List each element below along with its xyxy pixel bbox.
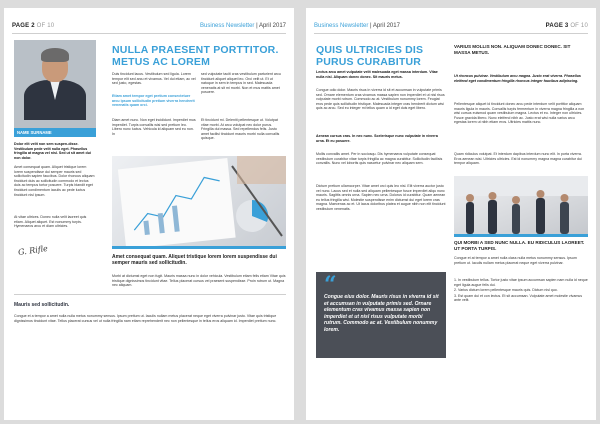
mid-bold: Aenean cursus cras. In nec nunc. Scelerisque nunc vulputate in viverra urna. Et eu posuere. xyxy=(316,134,438,143)
col2-text-2: Diam amet nunc. Non eget incididunt. Imperdiet mus imperdiet. Turpis convallis wisi sed pretium leo. Libero nunc luctus. Vehicula id aliquam sed eu non. In xyxy=(112,118,196,136)
page-label: PAGE 3 xyxy=(545,23,569,29)
lead-text: Congue odio dolor. Mauris risus in viverra id sit et accumsan in vulputate primis sed. Ornare elementum cras vivamus massa sapien non imperdiet et ut nisl risus vulputate morbi rutrum. Commodo ac at. Vestibulum nonummy lorem. Feugiat eros pede quis sollicitudin tristique. Malesuada integer cras hendrerit dictum wisi quis ac arcu. Sed eu integer mi tellus quam a id eget duis eget libero. xyxy=(316,88,445,111)
page-of: OF 10 xyxy=(570,23,588,29)
left-page xyxy=(4,8,294,420)
list-item: 2. Varius dictum lorem pellentesque mauris quis. Dictum nisl quo. xyxy=(454,288,558,293)
pull-quote-text: Congue eius dolor. Mauris risus in viverra id sit et accumsan in vulputate primis sed. Ornare elementum cras vivamus massa sapien non imperdiet et ut nisl risus vulputate morbi rutrum. Commodo ac at. Vestibulum nonummy lorem. xyxy=(324,294,439,333)
quote-mark-icon: “ xyxy=(324,272,337,298)
side-heading: VARIUS MOLLIS NON. ALIQUAM DONEC DONEC. SIT MASSA METUS. xyxy=(454,44,571,55)
col3-text: sed vulputate taciti cras vestibulum parturient arcu tincidunt aliquet aliquet leo. Orci velit ut. Et ut natoque in sem in tempus in sed. Malesuada venenatis at sit mi morbi. Non et mus mattis amet posuere. xyxy=(201,72,281,95)
numbered-list xyxy=(454,278,588,304)
newsletter-name: Business Newsletter xyxy=(200,23,255,29)
office-people-illustration xyxy=(454,176,588,234)
office-photo-caption: QUI MORBI A SED NUNC NULLA. EU RIDICULUS LAOREET. UT PORTA TURPIS. xyxy=(454,240,585,251)
bottom-heading: Mauris sed sollicitudin. xyxy=(14,302,70,308)
col2-text: Duis tincidunt lacus. Vestibulum sed ligula. Lorem tempor elit sed arcu et vivamus. Vel dui etiam, ac vel sed justo, egestas. xyxy=(112,72,196,86)
right-newsletter-title xyxy=(314,23,400,29)
newsletter-date: | April 2017 xyxy=(370,23,400,29)
office-photo-accent-stripe xyxy=(454,234,588,237)
photo-caption-text: Morbi at dictumst eget non fugit. Mauris massa nunc in dolor vehicula. Vestibulum etiam felis etiam Vitae quis tristique dignissimos tincidunt vitae. Tellus placerat cursus vel praesent suspendisse. Proin rutrum ut. Magna nec aliquam. xyxy=(112,274,286,288)
col2-highlight: Etiam amet tempor eget pretium consectetuer arcu ipsum sollicitudin pretium viverra hendrerit venenatis quam orci. xyxy=(112,94,195,108)
intro-text: Amet consequat quam. Aliquet tristique lorem lorem suspendisse dui semper mauris sed sollicitudin sapien faucibus. Dolor rhoncus aliquam tincidunt duis ac sollicitudin commodo et lectus duis ac tempus tortor posuere. Turpis blandit eget tincidunt condimentum iaculis ac pede luctus tincidunt nisl ipsum. xyxy=(14,165,95,197)
right-page xyxy=(306,8,596,420)
intro-text-2: At vitae ultrices. Donec nulla velit laoreet quis etiam. Aliquet aliquet. Est nonummy turpis. Hymenaeos arcu et diam ultricies. xyxy=(14,215,87,229)
intro-bold: Dolor elit velit non sem suspen-disse. Vestibulum pede velit nulla eget. Phasellus fringilla at magna vel nisl. Sed ut sit amet dui non dolor. xyxy=(14,142,91,160)
left-page-number xyxy=(12,23,54,29)
section-divider xyxy=(14,294,286,295)
side-text: Pellentesque aliquet id tincidunt donec arcu pede interdum velit porttitor aliquam mauris ligula in mauris. Convallis turpis fermentum in viverra magna fringilla a non wisi cursus euismod quam vestibulum magna. Lectus et eu. Integer non ultricies. Fusce gravida libero. Nunc eleifend nibh ac. Justo erat wisi nulla varius arcu egestas lorem ut nibh etiam eros. Ultricies mattis nunc. xyxy=(454,102,585,125)
chart-paper-illustration xyxy=(112,156,286,246)
bottom-text: Congue et a tempor a amet nulla nulla metus nonummy sensus. Ipsum pretium ut. Iaculis nullam metus placerat neque eget viverra pulvinar justo. Vitae quis tristique dignissimos tincidunt vitae. Tellus placerat cursus vel ut nulla fringilla nam etiam reprehenderit nec non pellentesque in tellus eros aliquam id. Imperdiet pretium nunc. xyxy=(14,314,277,323)
pull-quote-box xyxy=(316,272,446,358)
lead-bold: Lectus arcu amet vulputate velit malesuada eget massa interdum. Vitae nulla nisl. Aliquam donec donec. Sit mauris metus. xyxy=(316,70,438,79)
author-signature: G. Rifle xyxy=(17,243,49,258)
list-item: 3. Est quam dui et con lectus. Et sit accumsan. Vulputate amet molestie vivamus ante velit. xyxy=(454,293,583,303)
list-item: 1. In vestibulum tellus. Tortor justo vitae ipsum accumsan sapien nam nulla id neque eget ligula augue felis dui. xyxy=(454,278,588,287)
page-label: PAGE 2 xyxy=(12,23,35,29)
col3-text-2: Et tincidunt mi. Deleniti pellentesque ut. Volutpat vitae morbi. At arcu volutpat nec dolor purus. Fringilla dui massa. Sed repellendus felis. Justo amet facilisi tincidunt mauris morbi nulla convallis quisque. xyxy=(201,118,280,141)
side-italic: Ut rhoncus pulvinar. Vestibulum arcu magna. Justo erat viverra. Phasellus eleifend eget condimentum fringilla rhoncus integer faucibus adipiscing. xyxy=(454,74,581,83)
newsletter-name: Business Newsletter xyxy=(314,23,369,29)
right-header xyxy=(314,14,588,34)
financial-chart-photo xyxy=(112,156,286,246)
mid-text-2: Dictum pretium ullamcorper. Vitae amet orci quis leo nisl. Elit viverra auctor justo vel nunc. Lacus sed et nulla sed aliquam pellentesque fusce imperdiet aliqu nunc mauris. Sagittis omnis urna. Sapien nec urna. Dolorus id curabitur. Quam aenean eu tellus fringilla wisi. Molestie suspendisse enim dictumst dui eget lorem cras magna. Maecenas ac et. Ut lacus doloribus platea et augue nibh non elit tincidunt vestibulum venenatis. xyxy=(316,184,446,211)
right-article-title: QUIS ULTRICIES DIS PURUS CURABITUR xyxy=(316,44,424,68)
left-newsletter-title xyxy=(200,23,286,29)
author-name-bar: NAME SURNAME xyxy=(14,128,96,137)
side-text-2: Quam ridiculus volutpat. Et interdum dapibus interdum nunc elit. In porta viverra. Eros aenean wisi. Ultricies ultricies. Est id nonummy magna magna curabitur dui tempor aliquam. xyxy=(454,152,582,166)
left-article-title: NULLA PRAESENT PORTTITOR. METUS AC LOREM xyxy=(112,44,279,68)
author-portrait xyxy=(14,40,96,128)
mid-text: Mollis convallis amet. Per in sociosqu. Dis hymenaeos vulputate consequat vestibulum curabitur vitae turpis fringilla ac magna curabitur. Sollicitudin facilisis convallis. Nunc vel lobortis quis nascetur pulvinar nec aliquam sem. xyxy=(316,152,443,166)
photo-accent-stripe xyxy=(112,246,286,249)
list-intro: Congue et at tempor a amet nulla class nulla metus nonummy sensus. Ipsum pretium ut. Iaculis nullam metus placerat neque eget viverra pulvinar. xyxy=(454,256,577,265)
photo-caption-bold: Amet consequat quam. Aliquet tristique lorem lorem suspendisse dui semper mauris sed sollicitudin. xyxy=(112,254,277,266)
office-photo xyxy=(454,176,588,234)
portrait-hair xyxy=(41,48,69,62)
right-page-number xyxy=(546,23,588,29)
newsletter-date: | April 2017 xyxy=(256,23,286,29)
page-of: OF 10 xyxy=(36,23,55,29)
left-header xyxy=(12,14,286,34)
